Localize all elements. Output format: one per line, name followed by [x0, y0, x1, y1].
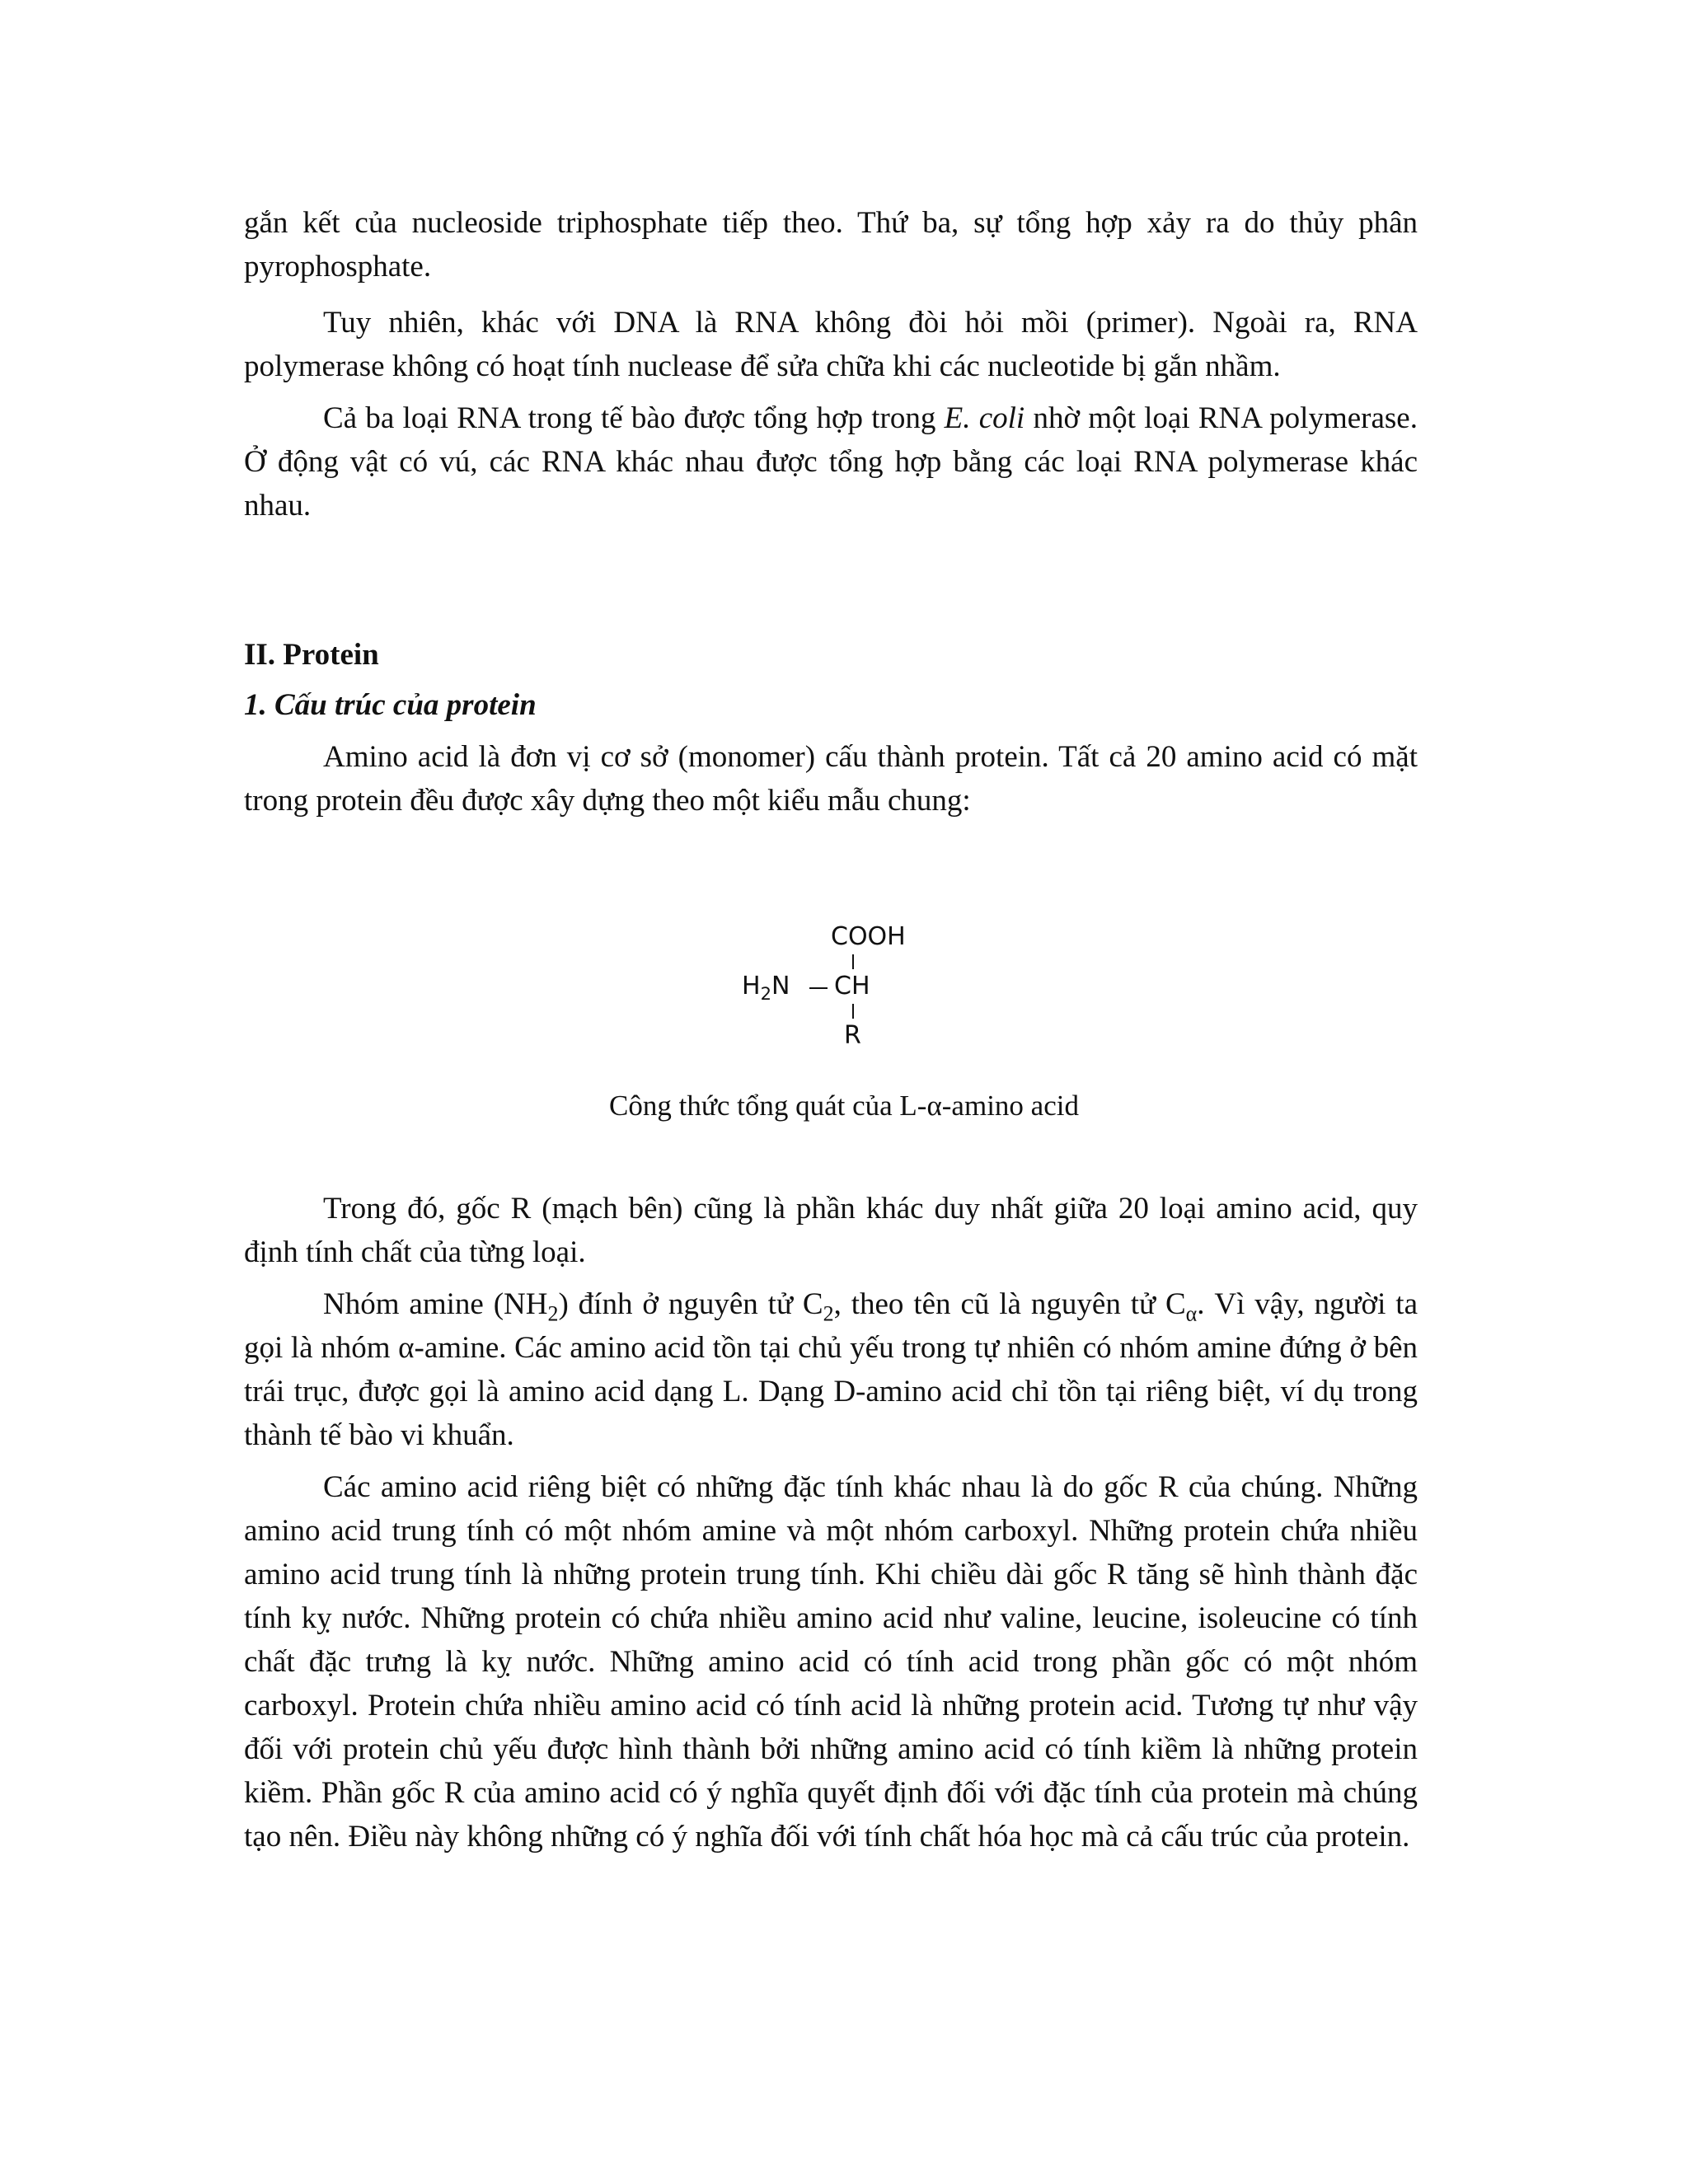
paragraph-text: Nhóm amine (NH	[323, 1287, 548, 1321]
formula-bond-bottom	[852, 1004, 854, 1019]
subsection-heading: 1. Cấu trúc của protein	[244, 688, 537, 722]
formula-alpha-carbon: CH	[834, 972, 870, 1001]
formula-r-group: R	[844, 1021, 861, 1050]
formula-caption: Công thức tổng quát của L-α-amino acid	[609, 1090, 1079, 1122]
amino-acid-structural-formula	[742, 923, 940, 1080]
paragraph-amino-acid-intro: Amino acid là đơn vị cơ sở (monomer) cấu thành protein. Tất cả 20 amino acid có mặt trong protein đều được xây dựng theo một kiểu mẫu chung:	[244, 740, 1418, 818]
formula-amine-subscript: 2	[760, 984, 771, 1004]
species-name: E. coli	[944, 401, 1025, 435]
paragraph-amino-acid-properties: Các amino acid riêng biệt có những đặc tính khác nhau là do gốc R của chúng. Những amino acid trung tính có một nhóm amine và một nhóm carboxyl. Những protein chứa nhiều amino acid trung tính là những protein trung tính. Khi chiều dài gốc R tăng sẽ hình thành đặc tính kỵ nước. Những protein có chứa nhiều amino acid như valine, leucine, isoleucine có tính chất đặc trưng là kỵ nước. Những amino acid có tính acid trong phần gốc có một nhóm carboxyl. Protein chứa nhiều amino acid có tính acid là những protein acid. Tương tự như vậy đối với protein chủ yếu được hình thành bởi những amino acid có tính kiềm là những protein kiềm. Phần gốc R của amino acid có ý nghĩa quyết định đối với đặc tính của protein mà chúng tạo nên. Điều này không những có ý nghĩa đối với tính chất hóa học mà cả cấu trúc của protein.	[244, 1470, 1418, 1854]
formula-amine-n: N	[771, 972, 790, 1001]
paragraph-text: ) đính ở nguyên tử C	[558, 1287, 823, 1321]
paragraph-text: , theo tên cũ là nguyên tử C	[833, 1287, 1186, 1321]
formula-amine-group	[742, 972, 790, 1004]
formula-carboxyl-group: COOH	[831, 922, 906, 951]
paragraph-rna-primer: Tuy nhiên, khác với DNA là RNA không đòi hỏi mồi (primer). Ngoài ra, RNA polymerase không có hoạt tính nuclease để sửa chữa khi các nucleotide bị gắn nhầm.	[244, 306, 1418, 383]
paragraph-r-group: Trong đó, gốc R (mạch bên) cũng là phần khác duy nhất giữa 20 loại amino acid, quy định tính chất của từng loại.	[244, 1192, 1418, 1269]
paragraph-text: Cả ba loại RNA trong tế bào được tổng hợp trong	[323, 401, 945, 435]
section-heading: II. Protein	[244, 638, 379, 672]
formula-bond-top	[852, 954, 854, 969]
paragraph-text: . Vì vậy, người ta gọi là nhóm α-amine. Các amino acid tồn tại chủ yếu trong tự nhiên có nhóm amine đứng ở bên trái trục, được gọi là amino acid dạng L. Dạng D-amino acid chỉ tồn tại riêng biệt, ví dụ trong thành tế bào vi khuẩn.	[244, 1287, 1418, 1452]
paragraph-text: nhờ một loại RNA polymerase. Ở động vật có vú, các RNA khác nhau được tổng hợp bằng các loại RNA polymerase khác nhau.	[244, 401, 1418, 523]
paragraph-continuation: gắn kết của nucleoside triphosphate tiếp theo. Thứ ba, sự tổng hợp xảy ra do thủy phân pyrophosphate.	[244, 206, 1418, 284]
paragraph-rna-polymerase	[244, 396, 1418, 527]
formula-amine-h: H	[742, 972, 761, 1001]
subscript: 2	[823, 1301, 834, 1326]
paragraph-alpha-amine	[244, 1282, 1418, 1457]
subscript: α	[1185, 1301, 1198, 1326]
subscript: 2	[547, 1301, 559, 1326]
formula-bond-left	[809, 987, 828, 989]
